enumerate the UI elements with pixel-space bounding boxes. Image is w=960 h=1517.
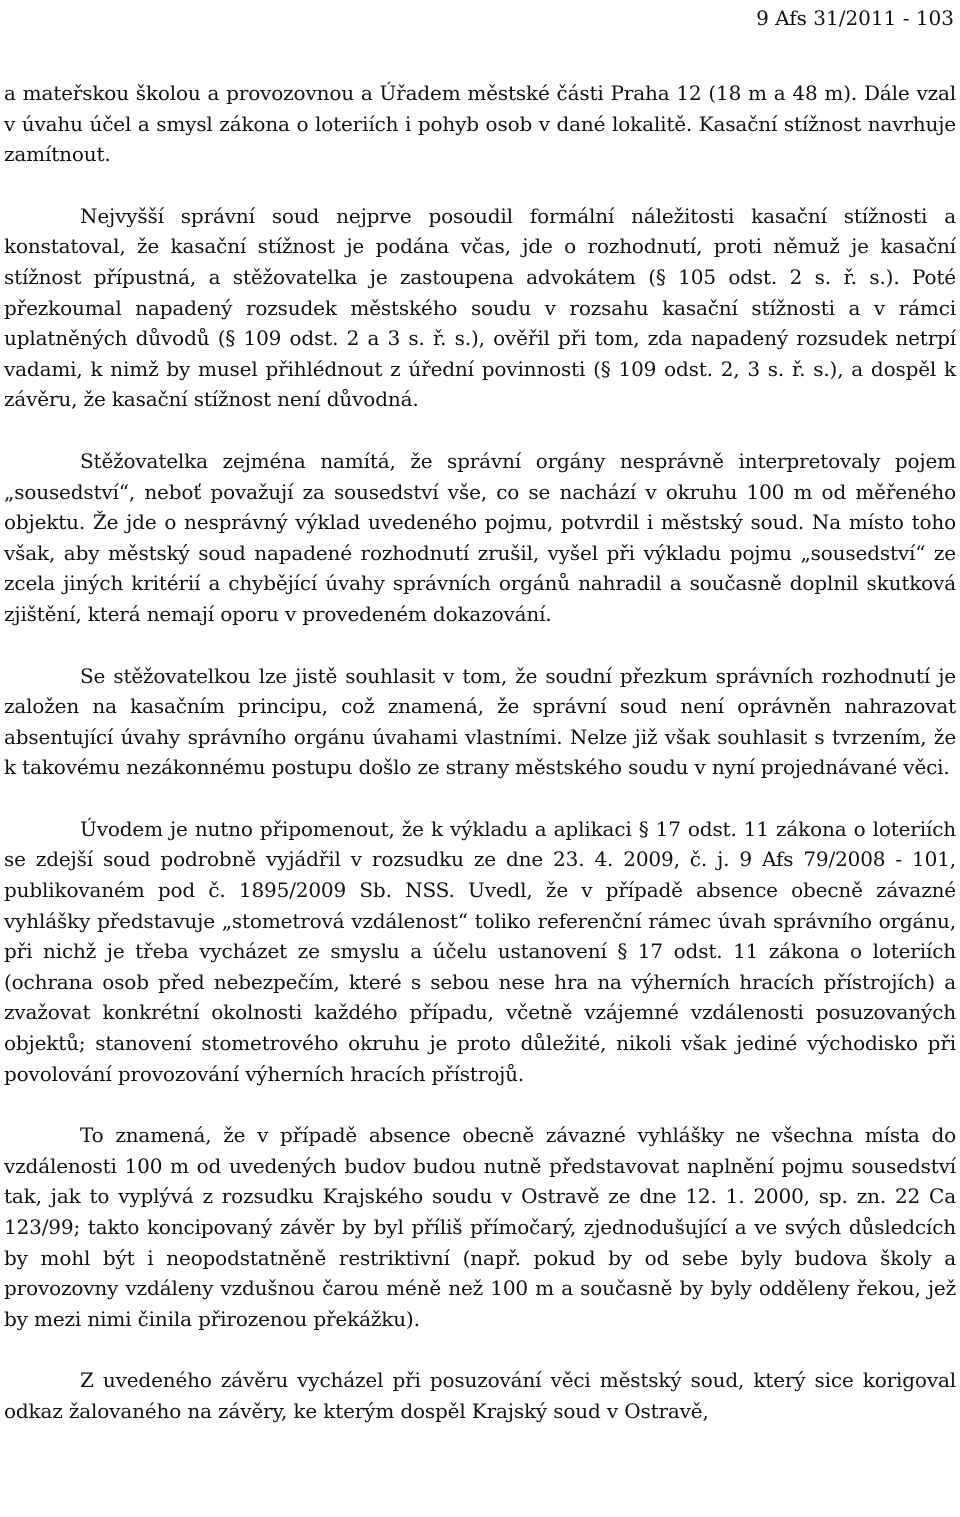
case-number-header: 9 Afs 31/2011 - 103	[756, 6, 954, 30]
document-page	[4, 0, 956, 1458]
paragraph-6: To znamená, že v případě absence obecně závazné vyhlášky ne všechna místa do vzdálenosti 100 m od uvedených budov budou nutně představovat naplnění pojmu sousedství tak, jak to vyplývá z rozsudku Krajského soudu v Ostravě ze dne 12. 1. 2000, sp. zn. 22 Ca 123/99; takto koncipovaný závěr by byl příliš přímočarý, zjednodušující a ve svých důsledcích by mohl být i neopodstatněně restriktivní (např. pokud by od sebe byly budova školy a provozovny vzdáleny vzdušnou čarou méně než 100 m a současně by byly odděleny řekou, jež by mezi nimi činila přirozenou překážku).	[4, 1123, 956, 1331]
paragraph-2: Nejvyšší správní soud nejprve posoudil formální náležitosti kasační stížnosti a konstatoval, že kasační stížnost je podána včas, jde o rozhodnutí, proti němuž je kasační stížnost přípustná, a stěžovatelka je zastoupena advokátem (§ 105 odst. 2 s. ř. s.). Poté přezkoumal napadený rozsudek městského soudu v rozsahu kasační stížnosti a v rámci uplatněných důvodů (§ 109 odst. 2 a 3 s. ř. s.), ověřil při tom, zda napadený rozsudek netrpí vadami, k nimž by musel přihlédnout z úřední povinnosti (§ 109 odst. 2, 3 s. ř. s.), a dospěl k závěru, že kasační stížnost není důvodná.	[4, 203, 956, 412]
paragraph-4: Se stěžovatelkou lze jistě souhlasit v tom, že soudní přezkum správních rozhodnutí je založen na kasačním principu, což znamená, že správní soud není oprávněn nahrazovat absentující úvahy správního orgánu úvahami vlastními. Nelze již však souhlasit s tvrzením, že k takovému nezákonnému postupu došlo ze strany městského soudu v nyní projednávané věci.	[4, 663, 956, 780]
paragraph-1: a mateřskou školou a provozovnou a Úřadem městské části Praha 12 (18 m a 48 m). Dále vzal v úvahu účel a smysl zákona o loteriích i pohyb osob v dané lokalitě. Kasační stížnost navrhuje zamítnout.	[4, 81, 956, 167]
paragraph-3: Stěžovatelka zejména namítá, že správní orgány nesprávně interpretovaly pojem „sousedství“, neboť považují za sousedství vše, co se nachází v okruhu 100 m od měřeného objektu. Že jde o nesprávný výklad uvedeného pojmu, potvrdil i městský soud. Na místo toho však, aby městský soud napadené rozhodnutí zrušil, vyšel při výkladu pojmu „sousedství“ ze zcela jiných kritérií a chybějící úvahy správních orgánů nahradil a současně doplnil skutková zjištění, která nemají oporu v provedeném dokazování.	[4, 448, 956, 626]
paragraph-5: Úvodem je nutno připomenout, že k výkladu a aplikaci § 17 odst. 11 zákona o loteriích se zdejší soud podrobně vyjádřil v rozsudku ze dne 23. 4. 2009, č. j. 9 Afs 79/2008 - 101, publikovaném pod č. 1895/2009 Sb. NSS. Uvedl, že v případě absence obecně závazné vyhlášky představuje „stometrová vzdálenost“ toliko referenční rámec úvah správního orgánu, při nichž je třeba vycházet ze smyslu a účelu ustanovení § 17 odst. 11 zákona o loteriích (ochrana osob před nebezpečím, které s sebou nese hra na výherních hracích přístrojích) a zvažovat konkrétní okolnosti každého případu, včetně vzájemné vzdálenosti posuzovaných objektů; stanovení stometrového okruhu je proto důležité, nikoli však jediné východisko při povolování provozování výherních hracích přístrojů.	[4, 816, 956, 1086]
paragraph-7: Z uvedeného závěru vycházel při posuzování věci městský soud, který sice korigoval odkaz žalovaného na závěry, ke kterým dospěl Krajský soud v Ostravě,	[4, 1368, 956, 1423]
